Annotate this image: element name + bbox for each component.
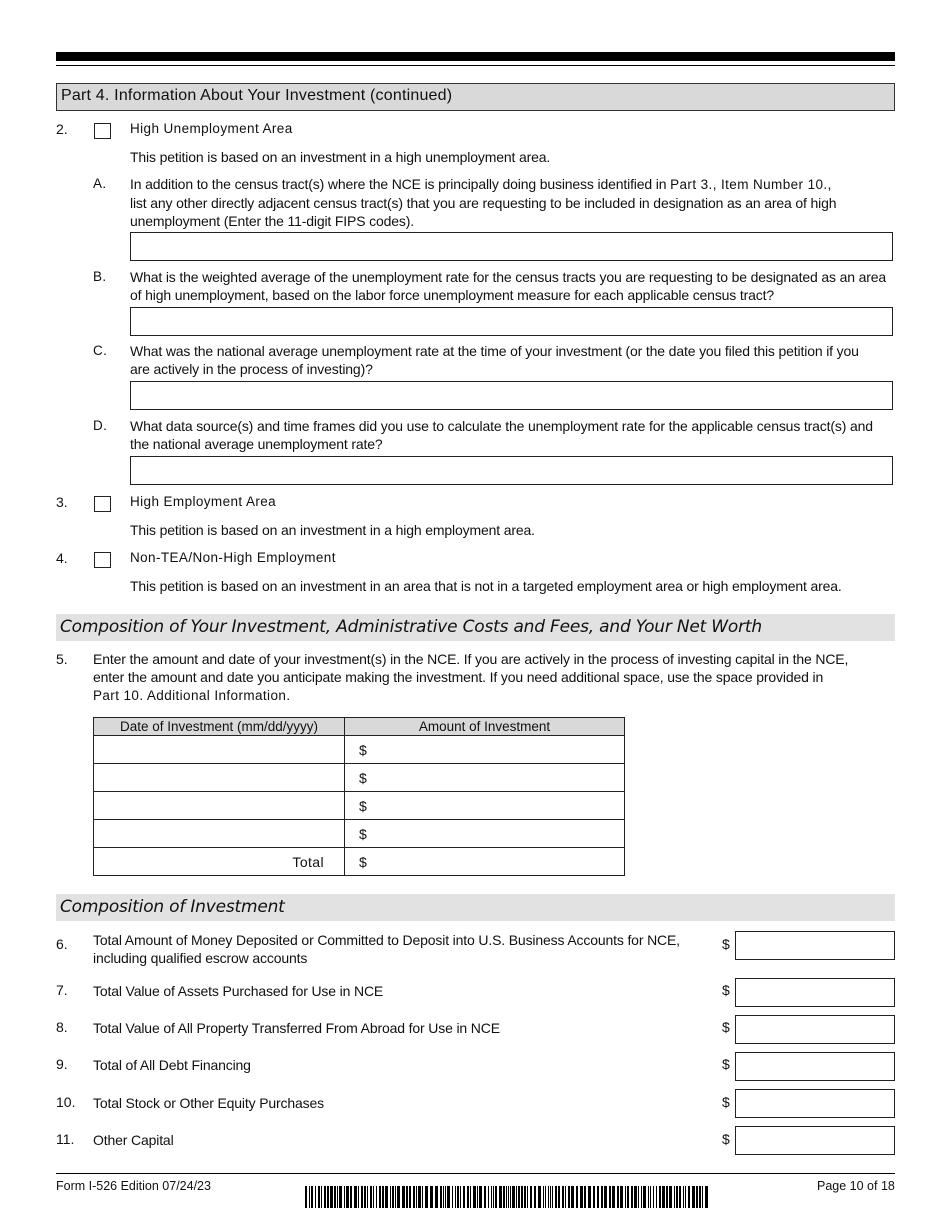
- amount-cell[interactable]: $: [345, 736, 625, 764]
- barcode-bar: [495, 1186, 497, 1208]
- item-2c-letter: C.: [93, 343, 108, 358]
- barcode-bar: [467, 1186, 469, 1208]
- barcode-bar: [612, 1186, 615, 1208]
- item-8-number: 8.: [56, 1019, 68, 1035]
- barcode-bar: [367, 1186, 368, 1208]
- top-rule-thick: [56, 52, 895, 61]
- barcode-bar: [470, 1186, 471, 1208]
- item-6-amount-input[interactable]: [735, 931, 895, 960]
- item-2d-line1: What data source(s) and time frames did you use to calculate the unemployment rate for the applicable census tract(s) and: [130, 418, 873, 434]
- barcode-bar: [696, 1186, 698, 1208]
- barcode-bar: [627, 1186, 629, 1208]
- barcode-bar: [324, 1186, 326, 1208]
- column-header-amount: Amount of Investment: [345, 718, 625, 736]
- barcode-bar: [413, 1186, 415, 1208]
- barcode-bar: [609, 1186, 611, 1208]
- barcode-bar: [491, 1186, 492, 1208]
- item-3-checkbox[interactable]: [94, 496, 111, 512]
- barcode-bar: [516, 1186, 517, 1208]
- barcode-bar: [580, 1186, 583, 1208]
- item-2a-letter: A.: [93, 176, 107, 191]
- barcode-bar: [510, 1186, 511, 1208]
- item-6-currency: $: [722, 936, 730, 952]
- barcode-bar: [548, 1186, 549, 1208]
- table-total-row: [94, 848, 625, 876]
- barcode-bar: [666, 1186, 668, 1208]
- item-2-number: 2.: [56, 121, 68, 137]
- item-7-number: 7.: [56, 982, 68, 998]
- barcode-bar: [518, 1186, 520, 1208]
- item-10-currency: $: [722, 1094, 730, 1110]
- barcode-bar: [321, 1186, 322, 1208]
- item-5-line3-end: .: [286, 687, 291, 703]
- barcode-bar: [499, 1186, 502, 1208]
- barcode-bar: [617, 1186, 619, 1208]
- item-7-amount-input[interactable]: [735, 978, 895, 1007]
- barcode-bar: [576, 1186, 578, 1208]
- item-2b-letter: B.: [93, 269, 107, 284]
- item-2c-question: [130, 342, 898, 378]
- barcode-bar: [479, 1186, 482, 1208]
- barcode-bar: [643, 1186, 646, 1208]
- barcode-bar: [315, 1186, 316, 1208]
- barcode-bar: [477, 1186, 478, 1208]
- item-2d-letter: D.: [93, 418, 108, 433]
- item-2a-line1-end: ,: [827, 176, 832, 192]
- barcode-bar: [506, 1186, 507, 1208]
- item-6-number: 6.: [56, 936, 68, 952]
- barcode-bar: [339, 1186, 342, 1208]
- item-6-line2: including qualified escrow accounts: [93, 950, 308, 966]
- barcode-bar: [463, 1186, 465, 1208]
- barcode-bar: [508, 1186, 509, 1208]
- item-2a-line1: In addition to the census tract(s) where the NCE is principally doing business identified in: [130, 176, 671, 192]
- item-11-amount-input[interactable]: [735, 1126, 895, 1155]
- barcode-bar: [443, 1186, 444, 1208]
- barcode-bar: [679, 1186, 681, 1208]
- item-9-number: 9.: [56, 1056, 68, 1072]
- item-2b-input[interactable]: [130, 307, 893, 336]
- item-2b-question: [130, 268, 898, 304]
- barcode-bar: [597, 1186, 599, 1208]
- barcode-bar: [344, 1186, 345, 1208]
- barcode-bar: [305, 1186, 307, 1208]
- barcode-bar: [593, 1186, 595, 1208]
- barcode-bar: [641, 1186, 642, 1208]
- barcode: [305, 1186, 713, 1208]
- barcode-bar: [545, 1186, 546, 1208]
- barcode-bar: [409, 1186, 411, 1208]
- barcode-bar: [418, 1186, 421, 1208]
- barcode-bar: [361, 1186, 363, 1208]
- part-header: Part 4. Information About Your Investment (continued): [56, 83, 895, 111]
- barcode-bar: [337, 1186, 338, 1208]
- item-8-currency: $: [722, 1019, 730, 1035]
- table-row: [94, 820, 625, 848]
- barcode-bar: [653, 1186, 654, 1208]
- barcode-bar: [565, 1186, 566, 1208]
- item-3-label: High Employment Area: [130, 494, 277, 509]
- barcode-bar: [648, 1186, 649, 1208]
- item-7-label: Total Value of Assets Purchased for Use in NCE: [93, 983, 384, 999]
- table-row: [94, 792, 625, 820]
- barcode-bar: [416, 1186, 417, 1208]
- barcode-bar: [334, 1186, 336, 1208]
- barcode-bar: [568, 1186, 570, 1208]
- barcode-bar: [397, 1186, 400, 1208]
- barcode-bar: [543, 1186, 544, 1208]
- item-3-description: This petition is based on an investment in a high employment area.: [130, 522, 535, 538]
- item-9-currency: $: [722, 1056, 730, 1072]
- barcode-bar: [503, 1186, 505, 1208]
- item-4-description: This petition is based on an investment in an area that is not in a targeted employment area or high employment area.: [130, 578, 842, 594]
- table-row: [94, 736, 625, 764]
- barcode-bar: [395, 1186, 396, 1208]
- barcode-bar: [455, 1186, 456, 1208]
- table-row: [94, 764, 625, 792]
- barcode-bar: [662, 1186, 665, 1208]
- barcode-bar: [318, 1186, 320, 1208]
- barcode-bar: [552, 1186, 553, 1208]
- barcode-bar: [435, 1186, 438, 1208]
- item-2-description: This petition is based on an investment in a high unemployment area.: [130, 149, 551, 165]
- barcode-bar: [488, 1186, 489, 1208]
- item-10-label: Total Stock or Other Equity Purchases: [93, 1095, 325, 1111]
- barcode-bar: [512, 1186, 515, 1208]
- barcode-bar: [620, 1186, 623, 1208]
- item-4-label: Non-TEA/Non-High Employment: [130, 550, 336, 565]
- date-cell[interactable]: [94, 820, 345, 848]
- barcode-bar: [430, 1186, 433, 1208]
- barcode-bar: [425, 1186, 428, 1208]
- barcode-bar: [588, 1186, 591, 1208]
- footer-rule: [56, 1173, 895, 1174]
- date-cell[interactable]: [94, 736, 345, 764]
- item-2a-question: [130, 175, 895, 230]
- barcode-bar: [452, 1186, 453, 1208]
- barcode-bar: [309, 1186, 310, 1208]
- barcode-bar: [457, 1186, 459, 1208]
- item-6-label: [93, 931, 718, 967]
- date-cell[interactable]: [94, 792, 345, 820]
- total-amount-cell[interactable]: $: [345, 848, 625, 876]
- item-11-currency: $: [722, 1131, 730, 1147]
- item-5-instructions: [93, 650, 895, 705]
- barcode-bar: [473, 1186, 476, 1208]
- barcode-bar: [550, 1186, 551, 1208]
- item-9-amount-input[interactable]: [735, 1052, 895, 1081]
- item-5-number: 5.: [56, 651, 68, 667]
- barcode-bar: [379, 1186, 381, 1208]
- barcode-bar: [584, 1186, 586, 1208]
- barcode-bar: [659, 1186, 661, 1208]
- barcode-bar: [382, 1186, 384, 1208]
- barcode-bar: [530, 1186, 532, 1208]
- item-2b-line2: of high unemployment, based on the labor force unemployment measure for each applicable census tract?: [130, 287, 775, 303]
- barcode-bar: [625, 1186, 626, 1208]
- barcode-bar: [555, 1186, 557, 1208]
- date-cell[interactable]: [94, 764, 345, 792]
- barcode-bar: [346, 1186, 349, 1208]
- barcode-bar: [370, 1186, 372, 1208]
- item-2c-input[interactable]: [130, 381, 893, 410]
- item-2a-input[interactable]: [130, 232, 893, 261]
- barcode-bar: [354, 1186, 357, 1208]
- barcode-bar: [358, 1186, 359, 1208]
- barcode-bar: [601, 1186, 603, 1208]
- item-9-label: Total of All Debt Financing: [93, 1057, 251, 1073]
- section-composition-investment-header: Composition of Investment: [56, 894, 895, 921]
- barcode-bar: [683, 1186, 684, 1208]
- page-number: Page 10 of 18: [817, 1179, 895, 1193]
- item-5-reference: Part 10. Additional Information: [93, 688, 287, 703]
- barcode-bar: [705, 1186, 708, 1208]
- barcode-bar: [656, 1186, 657, 1208]
- item-2-label: High Unemployment Area: [130, 121, 293, 136]
- form-edition: Form I-526 Edition 07/24/23: [56, 1179, 211, 1193]
- barcode-bar: [558, 1186, 560, 1208]
- top-rule-thin: [56, 65, 895, 66]
- barcode-bar: [538, 1186, 541, 1208]
- barcode-bar: [631, 1186, 633, 1208]
- item-2b-line1: What is the weighted average of the unemployment rate for the census tracts you are requesting to be designated as an area: [130, 269, 887, 285]
- item-2d-question: [130, 417, 898, 453]
- barcode-bar: [440, 1186, 442, 1208]
- item-7-currency: $: [722, 982, 730, 998]
- item-11-number: 11.: [56, 1131, 75, 1147]
- barcode-bar: [650, 1186, 651, 1208]
- item-2a-line3: unemployment (Enter the 11-digit FIPS codes).: [130, 213, 415, 229]
- barcode-bar: [669, 1186, 672, 1208]
- barcode-bar: [493, 1186, 494, 1208]
- barcode-bar: [311, 1186, 313, 1208]
- barcode-bar: [350, 1186, 352, 1208]
- item-2c-line1: What was the national average unemployment rate at the time of your investment (or the date you filed this petition if you: [130, 343, 859, 359]
- item-2a-reference: Part 3., Item Number 10.: [670, 177, 828, 192]
- item-2c-line2: are actively in the process of investing)?: [130, 361, 373, 377]
- barcode-bar: [390, 1186, 391, 1208]
- item-5-line1: Enter the amount and date of your investment(s) in the NCE. If you are actively in the process of investing capital in the NCE,: [93, 651, 849, 667]
- barcode-bar: [674, 1186, 675, 1208]
- column-header-date: Date of Investment (mm/dd/yyyy): [94, 718, 345, 736]
- section-composition-net-worth-header: Composition of Your Investment, Administrative Costs and Fees, and Your Net Worth: [56, 614, 895, 641]
- barcode-bar: [447, 1186, 450, 1208]
- barcode-bar: [373, 1186, 374, 1208]
- item-3-number: 3.: [56, 494, 68, 510]
- barcode-bar: [692, 1186, 695, 1208]
- amount-cell[interactable]: $: [345, 820, 625, 848]
- item-2d-input[interactable]: [130, 456, 893, 485]
- barcode-bar: [392, 1186, 394, 1208]
- barcode-bar: [327, 1186, 329, 1208]
- barcode-bar: [376, 1186, 377, 1208]
- item-8-label: Total Value of All Property Transferred From Abroad for Use in NCE: [93, 1020, 500, 1036]
- item-2-checkbox[interactable]: [94, 123, 111, 139]
- barcode-bar: [638, 1186, 639, 1208]
- barcode-bar: [699, 1186, 701, 1208]
- item-8-amount-input[interactable]: [735, 1015, 895, 1044]
- barcode-bar: [460, 1186, 461, 1208]
- barcode-bar: [571, 1186, 574, 1208]
- barcode-bar: [484, 1186, 486, 1208]
- barcode-bar: [402, 1186, 405, 1208]
- barcode-bar: [524, 1186, 526, 1208]
- item-4-checkbox[interactable]: [94, 552, 111, 568]
- item-5-line2: enter the amount and date you anticipate making the investment. If you need additional space, use the space provided in: [93, 669, 824, 685]
- barcode-bar: [422, 1186, 423, 1208]
- item-2a-line2: list any other directly adjacent census tract(s) that you are requesting to be included in designation as an area of high: [130, 195, 837, 211]
- barcode-bar: [685, 1186, 686, 1208]
- item-11-label: Other Capital: [93, 1132, 174, 1148]
- investment-table-header-row: [94, 718, 625, 736]
- item-10-amount-input[interactable]: [735, 1089, 895, 1118]
- barcode-bar: [604, 1186, 607, 1208]
- amount-cell[interactable]: $: [345, 792, 625, 820]
- barcode-bar: [364, 1186, 366, 1208]
- barcode-bar: [634, 1186, 637, 1208]
- barcode-bar: [330, 1186, 333, 1208]
- barcode-bar: [521, 1186, 523, 1208]
- item-10-number: 10.: [56, 1094, 76, 1110]
- barcode-bar: [688, 1186, 690, 1208]
- barcode-bar: [527, 1186, 528, 1208]
- item-2d-line2: the national average unemployment rate?: [130, 436, 383, 452]
- investment-table: [93, 717, 625, 876]
- barcode-bar: [385, 1186, 388, 1208]
- barcode-bar: [534, 1186, 536, 1208]
- barcode-bar: [445, 1186, 446, 1208]
- total-label: Total: [94, 848, 345, 876]
- item-4-number: 4.: [56, 550, 68, 566]
- item-6-line1: Total Amount of Money Deposited or Committed to Deposit into U.S. Business Accounts for NCE,: [93, 932, 680, 948]
- amount-cell[interactable]: $: [345, 764, 625, 792]
- barcode-bar: [702, 1186, 703, 1208]
- barcode-bar: [406, 1186, 408, 1208]
- barcode-bar: [562, 1186, 564, 1208]
- barcode-bar: [676, 1186, 678, 1208]
